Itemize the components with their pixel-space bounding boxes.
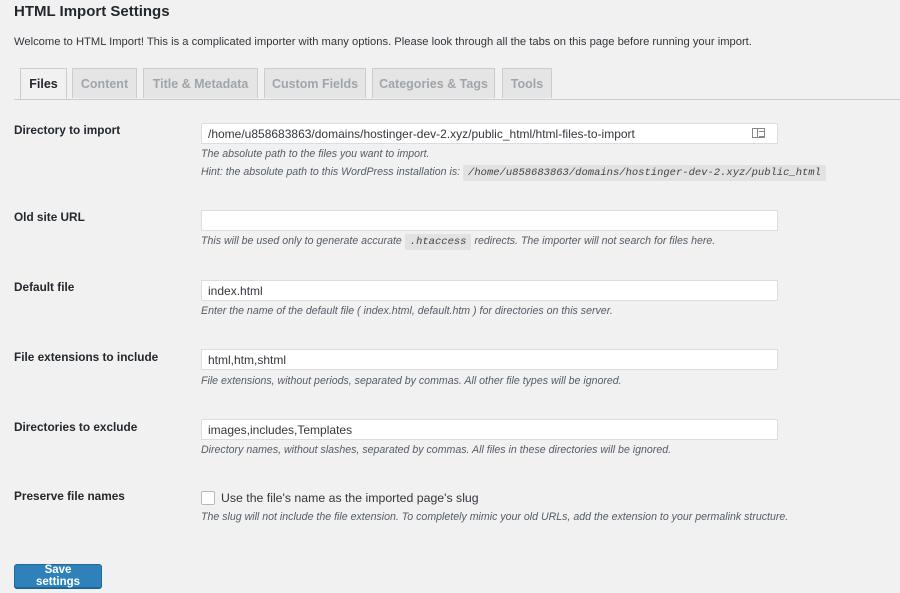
page-title: HTML Import Settings <box>14 3 170 20</box>
preserve-description: The slug will not include the file extension. To completely mimic your old URLs, add the extension to your permalink structure. <box>201 511 789 523</box>
hint-prefix: Hint: the absolute path to this WordPress installation is: <box>201 166 461 178</box>
wordpress-path-code: /home/u858683863/domains/hostinger-dev-2.xyz/public_html <box>463 165 826 181</box>
tab-bar <box>14 68 900 100</box>
desc-text: redirects. The importer will not search for files here. <box>474 235 716 247</box>
preserve-label: Preserve file names <box>14 489 125 503</box>
save-settings-button[interactable]: Save settings <box>14 564 102 588</box>
tab-categories-tags[interactable]: Categories & Tags <box>372 68 495 98</box>
desc-text: This will be used only to generate accurate <box>201 235 402 247</box>
extensions-input[interactable] <box>201 349 778 370</box>
exclude-label: Directories to exclude <box>14 420 138 434</box>
extensions-description: File extensions, without periods, separated by commas. All other file types will be ignored. <box>201 375 622 387</box>
default-file-input[interactable] <box>201 280 778 301</box>
preserve-checkbox-label[interactable]: Use the file's name as the imported page's slug <box>221 491 479 505</box>
extensions-label: File extensions to include <box>14 350 159 364</box>
tab-tools[interactable]: Tools <box>502 68 552 98</box>
old-url-input[interactable] <box>201 210 778 231</box>
directory-description: The absolute path to the files you want to import. <box>201 148 430 160</box>
old-url-label: Old site URL <box>14 210 85 224</box>
directory-label: Directory to import <box>14 123 121 137</box>
directory-input[interactable] <box>201 123 778 144</box>
htaccess-code: .htaccess <box>405 234 472 250</box>
default-file-description: Enter the name of the default file ( index.html, default.htm ) for directories on this server. <box>201 305 613 317</box>
intro-text: Welcome to HTML Import! This is a complicated importer with many options. Please look through all the tabs on this page before running your import. <box>14 36 752 48</box>
exclude-description: Directory names, without slashes, separated by commas. All files in these directories will be ignored. <box>201 444 672 456</box>
preserve-checkbox[interactable] <box>201 491 215 505</box>
file-browser-icon[interactable] <box>752 128 765 138</box>
tab-custom-fields[interactable]: Custom Fields <box>264 68 366 98</box>
tab-files[interactable]: Files <box>20 68 67 99</box>
tab-content[interactable]: Content <box>72 68 137 98</box>
directory-hint <box>201 166 826 179</box>
exclude-input[interactable] <box>201 419 778 440</box>
default-file-label: Default file <box>14 280 75 294</box>
tab-title-metadata[interactable]: Title & Metadata <box>143 68 258 98</box>
old-url-description <box>201 235 715 248</box>
